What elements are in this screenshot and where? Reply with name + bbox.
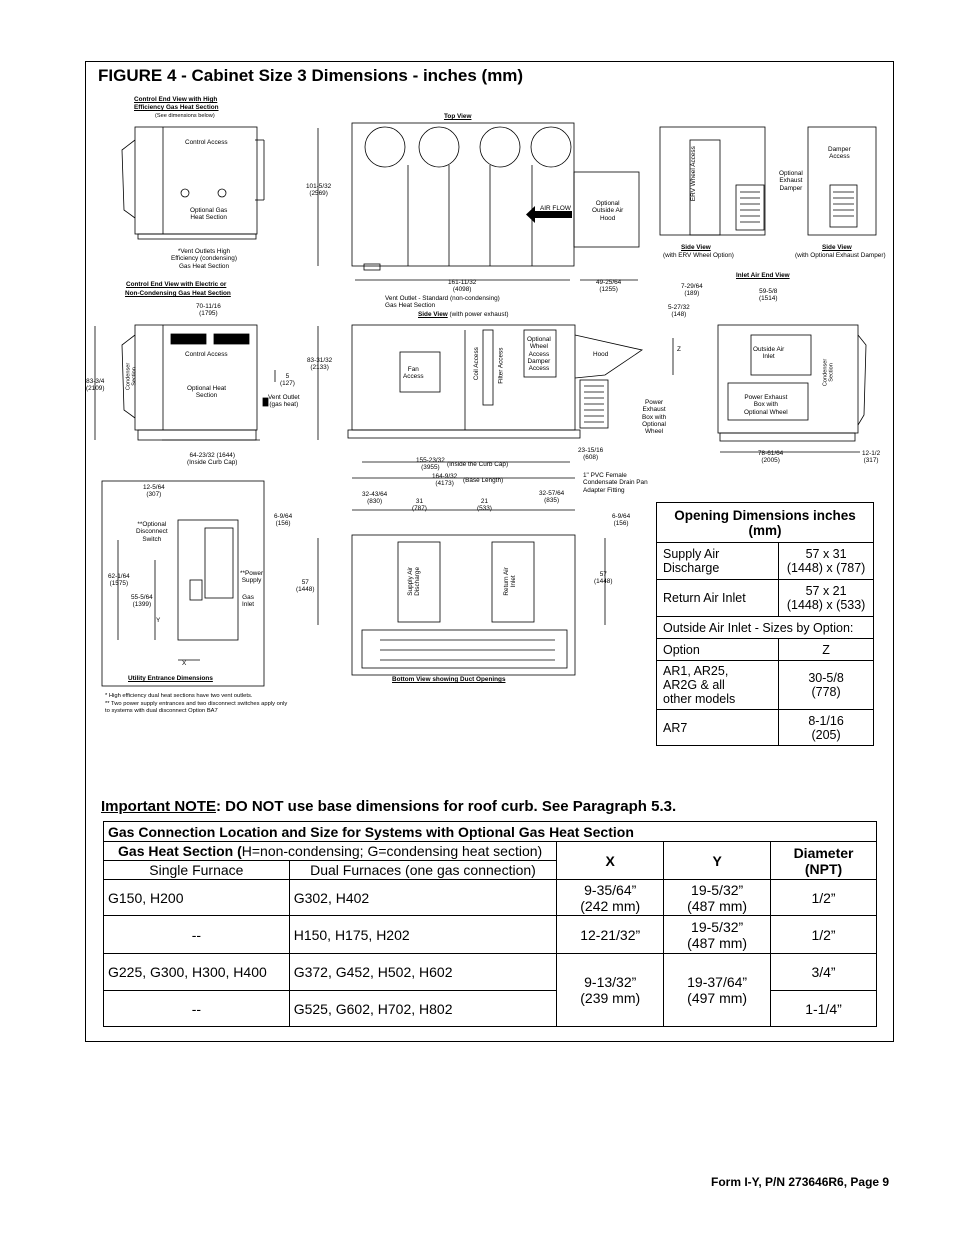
erv-wheel-access-label: ERV Wheel Access	[689, 146, 697, 202]
optional-wheel-access-label: Optional Wheel Access Damper Access	[527, 336, 551, 373]
power-exhaust-box-label: Power Exhaust Box with Optional Wheel	[642, 399, 667, 436]
col-dual-furnace: Dual Furnaces (one gas connection)	[289, 861, 557, 880]
utility-entrance-title: Utility Entrance Dimensions	[128, 675, 213, 682]
gas-connection-table	[103, 821, 877, 1027]
y-label: Y	[156, 617, 161, 624]
dim-21: 21 (533)	[477, 498, 492, 513]
inside-curb-cap-label: (Inside the Curb Cap)	[447, 461, 509, 468]
col-single-furnace: Single Furnace	[104, 861, 290, 880]
vent-outlets-hi-label: *Vent Outlets High Efficiency (condensing) Gas Heat Section	[171, 248, 237, 270]
vent-outlet-gas-label: Vent Outlet (gas heat)	[268, 394, 300, 409]
dim-64: 64-23/32 (1644) (Inside Curb Cap)	[187, 452, 238, 467]
control-end-hi-title-2: Efficiency Gas Heat Section	[134, 104, 219, 111]
dim-83-34: 83-3/4 (2109)	[86, 378, 105, 393]
opening-label-return: Return Air Inlet	[657, 580, 779, 617]
side-view-erv	[660, 127, 765, 235]
control-end-el-title-1: Control End View with Electric or	[126, 281, 227, 288]
table-row: -- G525, G602, H702, H802 1-1/4”	[104, 991, 877, 1027]
opening-value-return: 57 x 21 (1448) x (533)	[779, 580, 874, 617]
dim-32-57: 32-57/64 (835)	[539, 490, 565, 505]
dim-32: 32-43/64 (830)	[362, 491, 388, 506]
col-x: X	[557, 842, 664, 880]
dim-83-31: 83-31/32 (2133)	[307, 357, 333, 372]
power-exhaust-wheel-label: Power Exhaust Box with Optional Wheel	[744, 394, 788, 416]
dim-161: 161-11/32 (4098)	[448, 279, 477, 294]
side-view-exh-sub: (with Optional Exhaust Damper)	[795, 252, 886, 259]
dim-78: 78-61/64 (2005)	[758, 450, 784, 465]
dim-57-left: 57 (1448)	[296, 579, 315, 594]
opening-label-supply: Supply Air Discharge	[657, 543, 779, 580]
control-end-hi-title-1: Control End View with High	[134, 96, 218, 103]
filter-access-label: Filter Access	[497, 347, 505, 384]
dim-164: 164-9/32 (4173)	[432, 473, 458, 488]
col-option: Option	[657, 639, 779, 661]
table-row: G225, G300, H300, H400 G372, G452, H502, H602 9-13/32” (239 mm) 19-37/64” (497 mm) 3/4”	[104, 954, 877, 991]
dim-49: 49-25/64 (1255)	[596, 279, 622, 294]
outside-air-header: Outside Air Inlet - Sizes by Option:	[657, 617, 874, 639]
dim-6-9-left: 6-9/64 (156)	[274, 513, 293, 528]
hood-label: Hood	[593, 351, 609, 358]
dim-5: 5 (127)	[280, 373, 295, 388]
side-view-title: Side View (with power exhaust)	[418, 311, 509, 318]
top-view	[318, 123, 639, 280]
dim-101: 101-5/32 (2569)	[306, 183, 332, 198]
outside-air-inlet-label: Outside Air Inlet	[753, 346, 785, 361]
dim-62: 62-1/64 (1575)	[108, 573, 130, 588]
side-view-exh-title: Side View	[822, 244, 852, 251]
side-view-erv-title: Side View	[681, 244, 711, 251]
col-diameter: Diameter (NPT)	[771, 842, 877, 880]
control-end-el-title-2: Non-Condensing Gas Heat Section	[125, 290, 231, 297]
gas-table-caption: Gas Connection Location and Size for Systems with Optional Gas Heat Section	[104, 822, 877, 842]
bottom-view	[318, 510, 605, 675]
dim-12-12: 12-1/2 (317)	[862, 450, 881, 465]
coil-access-label: Coil Access	[472, 347, 480, 381]
control-access-label: Control Access	[185, 139, 228, 146]
dim-6-9-right: 6-9/64 (156)	[612, 513, 631, 528]
important-note: Important NOTE: DO NOT use base dimensions for roof curb. See Paragraph 5.3.	[101, 798, 677, 815]
col-z: Z	[779, 639, 874, 661]
power-supply-label: **Power Supply	[240, 570, 264, 585]
z-row-1: 30-5/8 (778)	[779, 661, 874, 710]
base-length-label: (Base Length)	[463, 477, 504, 484]
control-end-hi-sub: (See dimensions below)	[155, 113, 215, 119]
dim-55: 55-5/64 (1399)	[131, 594, 153, 609]
dim-155: 155-23/32 (3955)	[416, 457, 445, 472]
vent-outlet-standard-label: Vent Outlet - Standard (non-condensing) Gas Heat Section	[385, 295, 500, 310]
footnote-1: * High efficiency dual heat sections have two vent outlets.	[105, 693, 253, 699]
optional-outside-air-hood-label: Optional Outside Air Hood	[592, 200, 624, 222]
side-view-erv-sub: (with ERV Wheel Option)	[663, 252, 734, 259]
table-row: G150, H200 G302, H402 9-35/64” (242 mm) 19-5/32” (487 mm) 1/2”	[104, 880, 877, 916]
option-row-2: AR7	[657, 710, 779, 746]
dim-59: 59-5/8 (1514)	[759, 288, 778, 303]
footnote-2: ** Two power supply entrances and two disconnect switches apply only to systems with dual disconnect Option BA7	[105, 701, 288, 714]
opening-table-title: Opening Dimensions inches (mm)	[657, 503, 874, 543]
side-view-exhaust-damper	[808, 127, 876, 235]
dim-31: 31 (787)	[412, 498, 427, 513]
optional-disconnect-label: **Optional Disconnect Switch	[136, 521, 168, 543]
x-label: X	[182, 660, 187, 667]
table-row: -- H150, H175, H202 12-21/32” 19-5/32” (487 mm) 1/2”	[104, 916, 877, 954]
dim-12-5: 12-5/64 (307)	[143, 484, 165, 499]
condenser-section-label-2: Condenser Section	[822, 358, 835, 387]
condenser-section-label: Condenser Section	[125, 362, 138, 391]
supply-air-label: Supply Air Discharge	[407, 566, 422, 596]
z-row-2: 8-1/16 (205)	[779, 710, 874, 746]
page-footer: Form I-Y, P/N 273646R6, Page 9	[711, 1175, 890, 1189]
control-access-label-2: Control Access	[185, 351, 228, 358]
dim-57-right: 57 (1448)	[594, 571, 613, 586]
optional-gas-heat-label: Optional Gas Heat Section	[190, 207, 228, 222]
col-y: Y	[664, 842, 771, 880]
optional-exhaust-damper-label: Optional Exhaust Damper	[779, 170, 803, 192]
inlet-air-end-view	[673, 325, 866, 452]
air-flow-label: AIR FLOW	[540, 205, 571, 212]
opening-value-supply: 57 x 31 (1448) x (787)	[779, 543, 874, 580]
inlet-air-end-view-title: Inlet Air End View	[736, 272, 790, 279]
optional-heat-section-label: Optional Heat Section	[187, 385, 227, 400]
return-air-label: Return Air Inlet	[502, 567, 518, 596]
damper-access-label: Damper Access	[828, 146, 851, 161]
control-end-view-electric	[95, 325, 275, 440]
top-view-title: Top View	[444, 113, 472, 120]
z-label: Z	[677, 346, 681, 353]
dim-5-27: 5-27/32 (148)	[668, 304, 690, 319]
figure-title: FIGURE 4 - Cabinet Size 3 Dimensions - inches (mm)	[98, 66, 524, 85]
gas-inlet-label: Gas Inlet	[242, 594, 255, 609]
gas-heat-section-header: Gas Heat Section (H=non-condensing; G=condensing heat section)	[104, 842, 557, 861]
opening-dimensions-table	[656, 502, 874, 746]
dim-23: 23-15/16 (608)	[578, 447, 604, 462]
pvc-drain-label: 1" PVC Female Condensate Drain Pan Adapter Fitting	[583, 472, 648, 494]
dim-7: 7-29/64 (189)	[681, 283, 703, 298]
fan-access-label: Fan Access	[403, 366, 424, 381]
bottom-view-title: Bottom View showing Duct Openings	[392, 676, 506, 683]
dim-70: 70-11/16 (1795)	[196, 303, 221, 318]
option-row-1: AR1, AR25, AR2G & all other models	[657, 661, 779, 710]
